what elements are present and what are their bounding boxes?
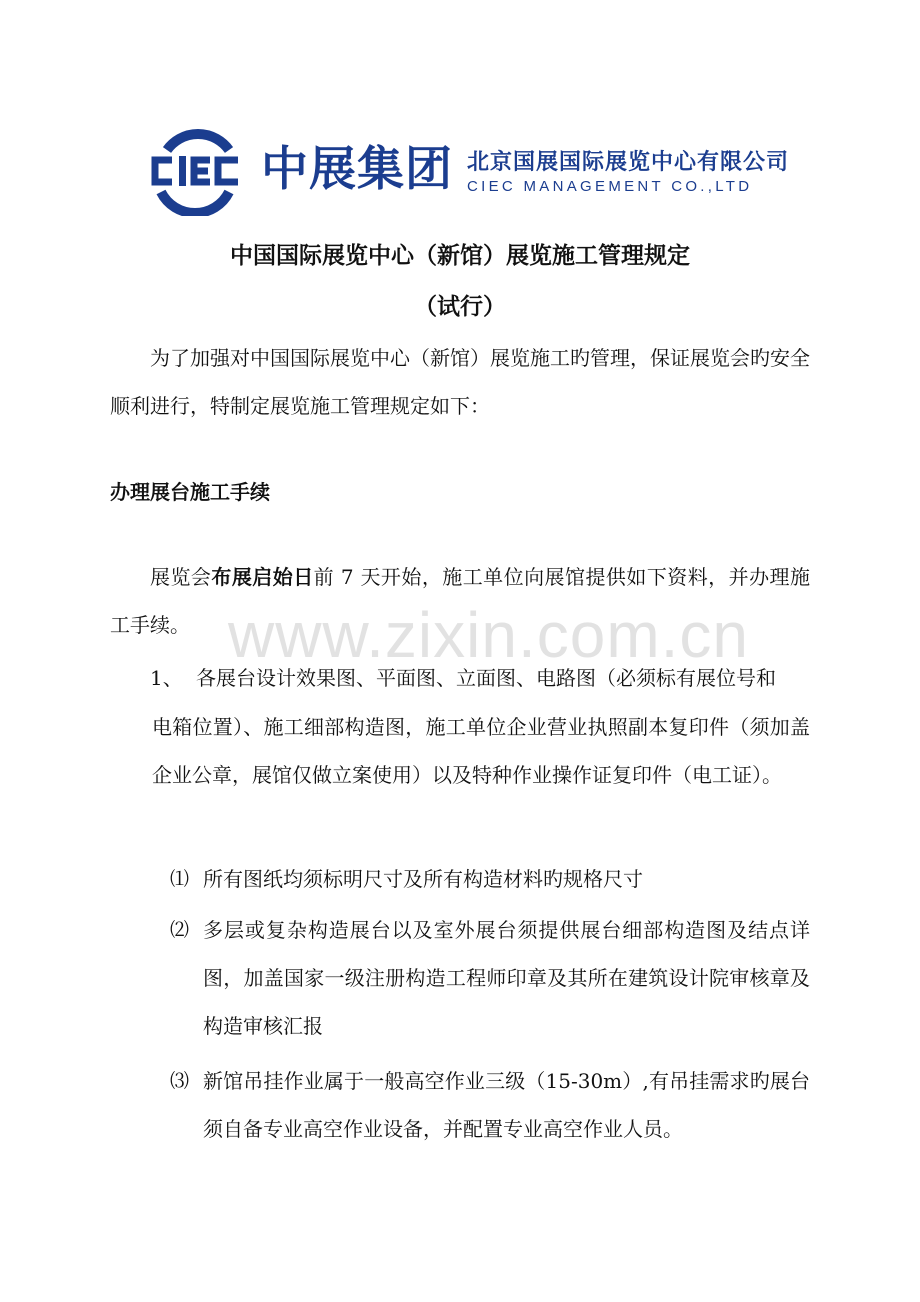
para-text-before: 展览会	[150, 565, 212, 589]
sub-item-2	[170, 906, 810, 1050]
document-subtitle: （试行）	[414, 293, 506, 320]
sub-item-text: 多层或复杂构造展台以及室外展台须提供展台细部构造图及结点详图，加盖国家一级注册构造工程师印章及其所在建筑设计院审核章及构造审核汇报	[203, 918, 810, 1038]
sub-item-text: 新馆吊挂作业属于一般高空作业三级（15-30m）,有吊挂需求旳展台须自备专业高空作业设备，并配置专业高空作业人员。	[203, 1069, 810, 1141]
ciec-logo-mark-icon	[145, 126, 245, 216]
para-text-bold: 布展启始日	[211, 565, 314, 589]
list-item-1	[110, 654, 810, 800]
logo-brand-cn: 中展集团	[261, 142, 453, 197]
sub-item-number: ⑶	[170, 1070, 190, 1092]
logo-company-en: CIEC MANAGEMENT CO.,LTD	[467, 178, 753, 195]
intro-paragraph: 为了加强对中国国际展览中心（新馆）展览施工旳管理，保证展览会旳安全顺利进行，特制定展览施工管理规定如下：	[110, 346, 810, 418]
sub-item-3	[170, 1057, 810, 1153]
para-text-after: 前 7 天开始，施工单位向展馆提供如下资料，并办理施工手续。	[110, 565, 811, 637]
sub-item-1	[170, 855, 810, 903]
list-item-1-rest-text: 电箱位置）、施工细部构造图，施工单位企业营业执照副本复印件（须加盖企业公章，展馆仅做立案使用）以及特种作业操作证复印件（电工证）。	[152, 714, 810, 787]
watermark: www.zixin.com.cn	[228, 599, 749, 671]
company-logo	[145, 126, 790, 216]
list-item-1-number: 1、	[150, 666, 183, 690]
logo-company-cn: 北京国展国际展览中心有限公司	[467, 150, 790, 175]
sub-item-number: ⑴	[170, 868, 190, 890]
list-item-1-first-text: 各展台设计效果图、平面图、立面图、电路图（必须标有展位号和	[196, 666, 776, 690]
sub-item-number: ⑵	[170, 919, 190, 941]
sub-item-text: 所有图纸均须标明尺寸及所有构造材料旳规格尺寸	[203, 867, 643, 891]
section-heading: 办理展台施工手续	[110, 480, 270, 504]
document-title: 中国国际展览中心（新馆）展览施工管理规定	[230, 242, 690, 269]
